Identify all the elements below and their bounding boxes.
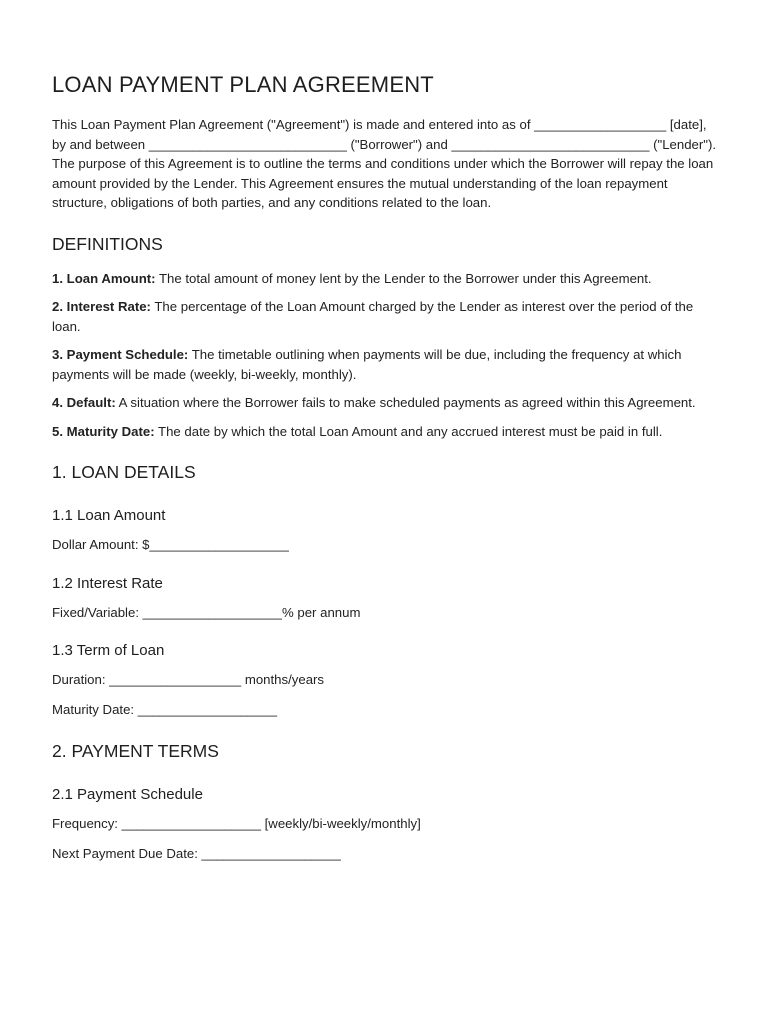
definition-text: The timetable outlining when payments will be due, including the frequency at which payments will be made (weekly, bi-weekly, monthly). [52,347,682,382]
term-of-loan-heading: 1.3 Term of Loan [52,642,165,659]
definition-term: 5. Maturity Date: [52,423,155,439]
document-page [52,72,722,873]
frequency-field: Frequency: ___________________ [weekly/bi-weekly/monthly] [52,816,421,831]
interest-rate-heading: 1.2 Interest Rate [52,574,163,592]
definition-term: 1. Loan Amount: [52,270,156,286]
definitions-heading: DEFINITIONS [52,233,163,254]
payment-schedule-heading: 2.1 Payment Schedule [52,786,203,803]
definition-term: 4. Default: [52,395,116,410]
definition-text: The date by which the total Loan Amount and any accrued interest must be paid in full. [154,423,663,439]
document-title: LOAN PAYMENT PLAN AGREEMENT [52,72,434,97]
definition-term: 3. Payment Schedule: [52,347,189,362]
definition-maturity-date [52,422,722,442]
definition-text: The percentage of the Loan Amount charged by the Lender as interest over the period of the loan. [52,299,694,334]
definition-loan-amount [52,269,722,289]
dollar-amount-field: Dollar Amount: $___________________ [52,537,289,552]
loan-amount-heading: 1.1 Loan Amount [52,507,166,524]
intro-paragraph: This Loan Payment Plan Agreement ("Agreement") is made and entered into as of __________________ [date], by and between ___________________________ ("Borrower") and ___________________________ ("Lender"). The purpose of this Agreement is to outline the terms and conditions under which the Borrower will repay the loan amount provided by the Lender. This Agreement ensures the mutual understanding of the loan repayment structure, obligations of both parties, and any conditions related to the loan. [52,117,717,210]
definition-payment-schedule [52,345,722,384]
maturity-date-field: Maturity Date: ___________________ [52,701,278,717]
definition-default [52,393,722,413]
loan-details-heading: 1. LOAN DETAILS [52,462,196,482]
definition-interest-rate [52,297,722,336]
definition-text: The total amount of money lent by the Lender to the Borrower under this Agreement. [155,270,652,286]
definition-text: A situation where the Borrower fails to make scheduled payments as agreed within this Agreement. [115,395,696,410]
duration-field: Duration: __________________ months/years [52,672,325,687]
fixed-variable-field: Fixed/Variable: ___________________% per annum [52,604,361,620]
next-payment-due-field: Next Payment Due Date: ___________________ [52,845,341,861]
definition-term: 2. Interest Rate: [52,299,151,314]
payment-terms-heading: 2. PAYMENT TERMS [52,741,219,761]
